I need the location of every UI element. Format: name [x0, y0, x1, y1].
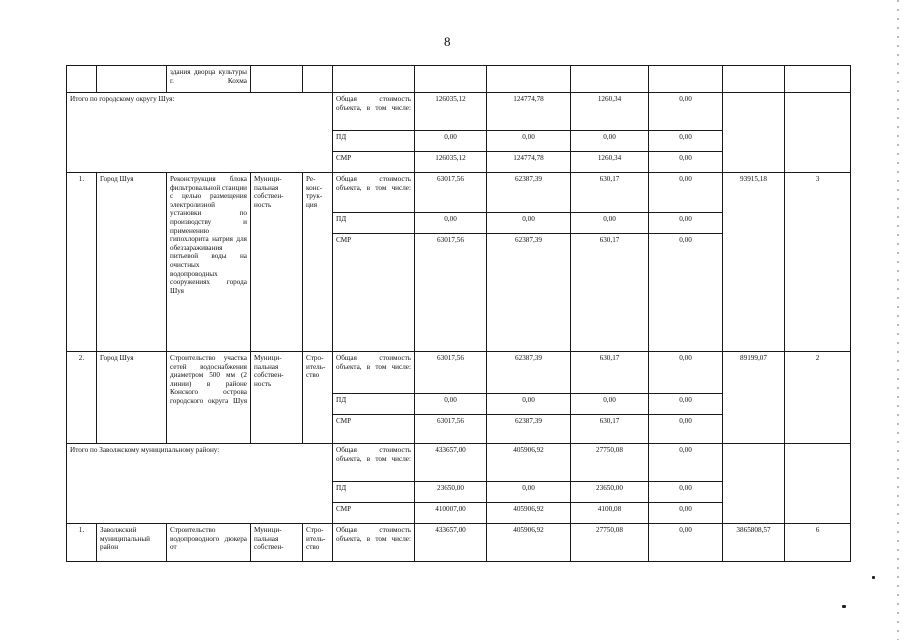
cost-local: 0,00 — [649, 524, 723, 562]
cost-regional: 630,17 — [571, 415, 649, 444]
cost-total: 433657,00 — [415, 444, 487, 482]
cost-federal: 124774,78 — [487, 152, 571, 173]
object-name-cell: Строительство водопроводного дюкера от — [167, 524, 251, 562]
cost-total: 126035,12 — [415, 152, 487, 173]
cost-local: 0,00 — [649, 173, 723, 213]
cost-local: 0,00 — [649, 482, 723, 503]
object-years: 3 — [785, 173, 851, 352]
group-total-label: Итого по Заволжскому муниципальному району: — [67, 444, 333, 524]
object-name-cell: Строительство участка сетей водоснабжения диаметром 500 мм (2 линии) в районе Конского острова городского округа Шуя — [167, 352, 251, 444]
object-ownership: Муници- пальная собствен- ность — [251, 173, 303, 352]
group-total-label: Итого по городскому округу Шуя: — [67, 93, 333, 173]
object-number: 2. — [67, 352, 97, 444]
cost-kind: ПД — [333, 394, 415, 415]
page-number: 8 — [444, 34, 451, 49]
cost-regional: 630,17 — [571, 234, 649, 352]
cost-federal: 62387,39 — [487, 352, 571, 394]
object-years: 2 — [785, 352, 851, 444]
cost-total: 0,00 — [415, 213, 487, 234]
cost-regional: 630,17 — [571, 352, 649, 394]
cost-total: 410007,00 — [415, 503, 487, 524]
cost-kind: СМР — [333, 415, 415, 444]
cost-local: 0,00 — [649, 131, 723, 152]
cost-regional: 27750,08 — [571, 444, 649, 482]
cost-kind: Общая стоимость объекта, в том числе: — [333, 93, 415, 131]
cost-kind: СМР — [333, 234, 415, 352]
cost-local: 0,00 — [649, 394, 723, 415]
cost-total: 0,00 — [415, 131, 487, 152]
cost-local: 0,00 — [649, 352, 723, 394]
cost-kind: Общая стоимость объекта, в том числе: — [333, 173, 415, 213]
scan-edge-mark — [897, 0, 899, 640]
object-capacity: 89199,07 — [723, 352, 785, 444]
cost-local: 0,00 — [649, 213, 723, 234]
object-row — [67, 173, 851, 213]
object-row — [67, 352, 851, 394]
cost-kind: ПД — [333, 482, 415, 503]
cost-kind: СМР — [333, 152, 415, 173]
cost-local: 0,00 — [649, 444, 723, 482]
cost-total: 63017,56 — [415, 234, 487, 352]
cost-regional: 23650,00 — [571, 482, 649, 503]
cost-federal: 0,00 — [487, 482, 571, 503]
cost-total: 0,00 — [415, 394, 487, 415]
carry-row — [67, 66, 851, 93]
cost-regional: 1260,34 — [571, 152, 649, 173]
cost-regional: 1260,34 — [571, 93, 649, 131]
cost-federal: 0,00 — [487, 213, 571, 234]
cost-kind: Общая стоимость объекта, в том числе: — [333, 444, 415, 482]
cost-federal: 124774,78 — [487, 93, 571, 131]
object-ownership: Муници- пальная собствен- — [251, 524, 303, 562]
cost-total: 63017,56 — [415, 173, 487, 213]
cost-federal: 405906,92 — [487, 444, 571, 482]
cost-federal: 62387,39 — [487, 173, 571, 213]
object-work-type: Стро- итель- ство — [303, 352, 333, 444]
object-name-cell: здания дворца культуры г. Кохма — [167, 66, 251, 93]
cost-regional: 630,17 — [571, 173, 649, 213]
object-place: Город Шуя — [97, 352, 167, 444]
object-work-type: Ре- конс- трук- ция — [303, 173, 333, 352]
cost-total: 433657,00 — [415, 524, 487, 562]
object-number: 1. — [67, 173, 97, 352]
object-place: Заволжский муниципальный район — [97, 524, 167, 562]
cost-kind: Общая стоимость объекта, в том числе: — [333, 524, 415, 562]
investment-table — [66, 65, 851, 562]
cost-federal: 0,00 — [487, 394, 571, 415]
cost-federal: 405906,92 — [487, 503, 571, 524]
cost-federal: 62387,39 — [487, 415, 571, 444]
object-place: Город Шуя — [97, 173, 167, 352]
cost-total: 126035,12 — [415, 93, 487, 131]
object-ownership: Муници- пальная собствен- ность — [251, 352, 303, 444]
group-total-row — [67, 93, 851, 131]
cost-federal: 0,00 — [487, 131, 571, 152]
scan-speck — [872, 576, 875, 579]
object-name-cell: Реконструкция блока фильтровальной станции с целью размещения электролизной установки по производству и применению гипохлорита натрия для обеззараживания питьевой воды на очистных водопроводных сооружениях города Шуя — [167, 173, 251, 352]
cost-local: 0,00 — [649, 93, 723, 131]
cost-regional: 4100,08 — [571, 503, 649, 524]
object-capacity: 3865808,57 — [723, 524, 785, 562]
cost-kind: ПД — [333, 213, 415, 234]
cost-local: 0,00 — [649, 234, 723, 352]
cost-regional: 0,00 — [571, 213, 649, 234]
object-work-type: Стро- итель- ство — [303, 524, 333, 562]
cost-total: 23650,00 — [415, 482, 487, 503]
cost-local: 0,00 — [649, 152, 723, 173]
cost-kind: Общая стоимость объекта, в том числе: — [333, 352, 415, 394]
cost-kind: ПД — [333, 131, 415, 152]
cost-local: 0,00 — [649, 503, 723, 524]
cost-federal: 62387,39 — [487, 234, 571, 352]
cost-total: 63017,56 — [415, 415, 487, 444]
scan-speck — [842, 605, 846, 608]
cost-regional: 27750,08 — [571, 524, 649, 562]
cost-regional: 0,00 — [571, 131, 649, 152]
cost-total: 63017,56 — [415, 352, 487, 394]
group-total-row — [67, 444, 851, 482]
object-years: 6 — [785, 524, 851, 562]
cost-local: 0,00 — [649, 415, 723, 444]
object-capacity: 93915,18 — [723, 173, 785, 352]
object-row — [67, 524, 851, 562]
cost-regional: 0,00 — [571, 394, 649, 415]
object-number: 1. — [67, 524, 97, 562]
cost-federal: 405906,92 — [487, 524, 571, 562]
cost-kind: СМР — [333, 503, 415, 524]
